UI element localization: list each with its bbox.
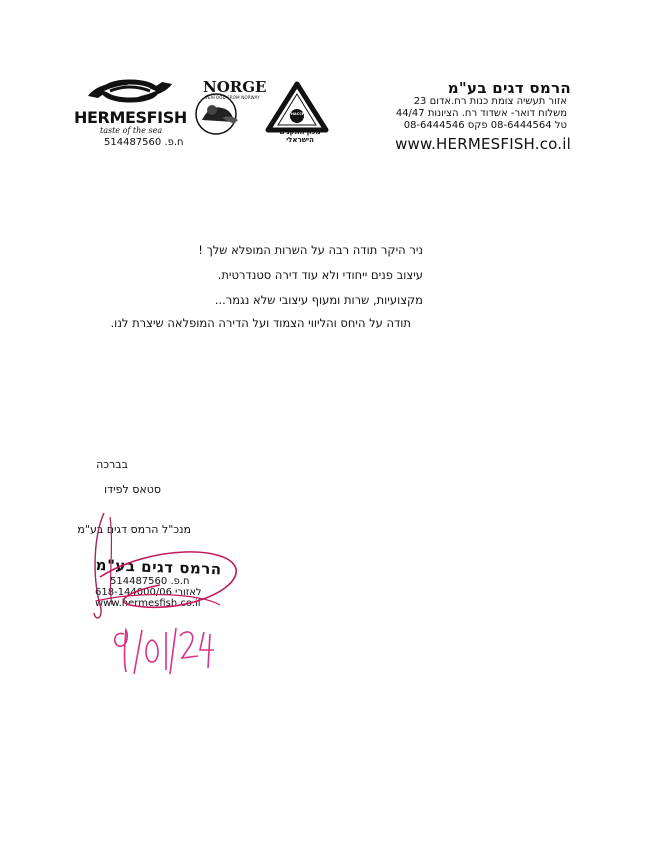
address-line-3: טל 08-6444564 פקס 08-6444546	[403, 120, 567, 131]
signer-name: סטאס לפידו	[104, 483, 161, 496]
letter-line-1: ניר היקר תודה רבה על השרות המופלא שלך !	[198, 243, 423, 257]
letter-line-3: מקצועיות, שרות ומעוף עיצובי שלא נגמר...	[214, 293, 423, 307]
company-name: הרמס דגים בע"מ	[447, 79, 571, 97]
handwritten-date	[110, 620, 220, 678]
seal-caption: מכון התקנים הישראלי	[279, 128, 321, 144]
seal-center-text: HACCP	[291, 112, 305, 116]
hermes-wordmark: HERMESFISH	[74, 108, 187, 127]
stamp-company-id: ח.פ. 514487560	[110, 576, 190, 587]
stamp-company-name: הרמס דגים בע"מ	[95, 556, 222, 579]
fish-emblem-icon	[88, 82, 172, 100]
stamp-website: www.hermesfish.co.il	[95, 598, 201, 609]
company-id: ח.פ. 514487560	[104, 137, 184, 148]
closing-greeting: בברכה	[96, 458, 128, 471]
norge-tagline: SEAFOOD FROM NORWAY	[205, 95, 260, 100]
website-link[interactable]: www.HERMESFISH.co.il	[395, 135, 571, 153]
letter-line-4: תודה על היחס והליווי הצמוד ועל הדירה המופלאה שיצרת לנו.	[110, 316, 411, 330]
letter-line-2: עיצוב פנים ייחודי ולא עוד דירה סטנדרטית.	[217, 268, 423, 282]
signer-title: מנכ"ל הרמס דגים בע"מ	[77, 523, 191, 536]
address-line-2: משלוח דואר- אשדוד רח. הציונות 44/47	[395, 108, 567, 119]
hermes-tagline: taste of the sea	[100, 126, 163, 135]
stamp-license: 618-144000/06 לאזורי	[95, 587, 202, 598]
address-line-1: אזור תעשיה צומת כנות רח.אדום 23	[413, 96, 567, 107]
norge-wordmark: NORGE	[203, 78, 267, 96]
